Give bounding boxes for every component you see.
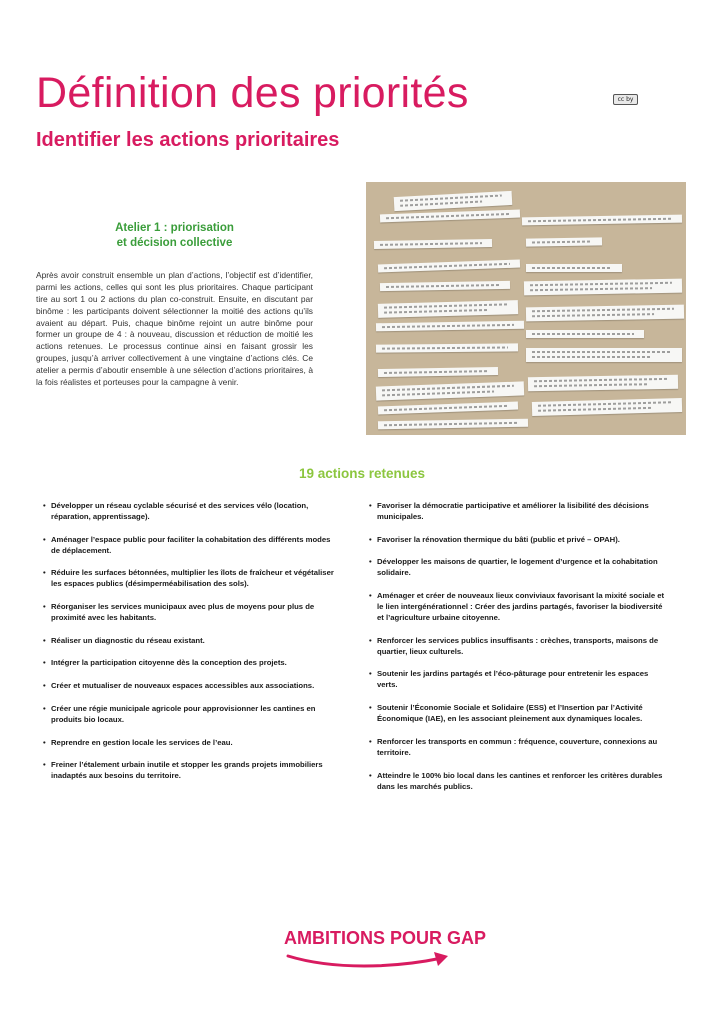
paper-strip [526,330,644,338]
paper-strip [376,381,524,400]
paper-strip [526,348,682,362]
retained-actions-title: 19 actions retenues [298,466,426,481]
atelier-heading-line2: et décision collective [116,237,233,249]
paper-strip [526,305,684,322]
action-item: • Réaliser un diagnostic du réseau existant. [44,635,334,646]
logo-wordmark: AMBITIONS POUR GAP [284,928,487,948]
logo-swoosh-icon [284,948,458,972]
paper-strip [376,321,524,332]
paper-strip [394,191,513,211]
creative-commons-badge: cc by [613,94,638,105]
atelier-heading-line1: Atelier 1 : priorisation [115,222,234,234]
page-subtitle: Identifier les actions prioritaires [36,128,340,151]
action-item: • Renforcer les transports en commun : fréquence, couverture, connexions au territoire. [370,736,670,758]
paper-strip [522,215,682,226]
paper-strip [380,281,510,291]
paper-strip [526,264,622,272]
page-title: Définition des priorités [36,68,469,117]
paper-strip [380,210,520,223]
action-item: • Favoriser la démocratie participative et améliorer la lisibilité des décisions municipales. [370,500,670,522]
action-item: • Réduire les surfaces bétonnées, multiplier les îlots de fraîcheur et végétaliser les espaces publics (désimperméabilisation des sols). [44,567,334,589]
action-item: • Soutenir l’Économie Sociale et Solidaire (ESS) et l’Insertion par l’Activité Économique (IAE), en les associant pleinement aux dynamiques locales. [370,702,670,724]
paper-strip [378,419,528,430]
action-item: • Réorganiser les services municipaux avec plus de moyens pour plus de proximité avec les habitants. [44,601,334,623]
action-item: • Aménager et créer de nouveaux lieux conviviaux favorisant la mixité sociale et le lien intergénérationnel : Créer des jardins partagés, favoriser la biodiversité et l’agriculture urbaine citoyenne. [370,590,670,623]
action-item: • Créer une régie municipale agricole pour approvisionner les cantines en produits bio locaux. [44,703,334,725]
paper-strip [526,237,602,246]
retained-actions-right [370,500,670,803]
atelier-heading [36,221,313,251]
paper-strip [378,367,498,377]
paper-strip [374,239,492,249]
paper-strip [378,402,518,415]
atelier-description: Après avoir construit ensemble un plan d’actions, l’objectif est d’identifier, parmi les actions, celles qui sont les plus prioritaires. Chaque participant tire au sort 1 ou 2 actions du plan co-construit. Ensuite, en discutant par binôme : les participants doivent sélectionner la moitié des actions qu’ils avaient au départ. Puis, chaque binôme rejoint un autre binôme pour former un groupe de 4 : à nouveau, discussion et réduction de moitié les actions retenues. Le processus continue ainsi en faisant grossir les groupes, jusqu’à arriver collectivement à une vingtaine d’actions clés. Ce atelier a permis d’aboutir ensemble à une sélection d’actions prioritaires, à la fois réalistes et porteuses pour la campagne à venir. [36,270,313,387]
action-item: • Créer et mutualiser de nouveaux espaces accessibles aux associations. [44,680,334,691]
paper-strip [378,300,518,318]
action-item: • Freiner l’étalement urbain inutile et stopper les grands projets immobiliers inadaptés aux besoins du territoire. [44,759,334,781]
action-item: • Développer un réseau cyclable sécurisé et des services vélo (location, réparation, apprentissage). [44,500,334,522]
retained-actions-left [44,500,334,793]
action-item: • Aménager l’espace public pour faciliter la cohabitation des différents modes de déplacement. [44,534,334,556]
ambitions-pour-gap-logo [284,928,487,972]
action-item: • Favoriser la rénovation thermique du bâti (public et privé – OPAH). [370,534,670,545]
paper-strip [376,343,518,352]
action-item: • Atteindre le 100% bio local dans les cantines et renforcer les critères durables dans les marchés publics. [370,770,670,792]
paper-strip [528,375,678,392]
action-item: • Reprendre en gestion locale les services de l’eau. [44,737,334,748]
action-item: • Renforcer les services publics insuffisants : crèches, transports, maisons de quartier, lieux culturels. [370,635,670,657]
action-item: • Développer les maisons de quartier, le logement d’urgence et la cohabitation solidaire. [370,556,670,578]
paper-strip [378,260,520,273]
action-item: • Soutenir les jardins partagés et l’éco-pâturage pour entretenir les espaces verts. [370,668,670,690]
paper-strip [532,398,682,416]
workshop-photo [366,182,686,435]
action-item: • Intégrer la participation citoyenne dès la conception des projets. [44,657,334,668]
paper-strip [524,279,682,296]
